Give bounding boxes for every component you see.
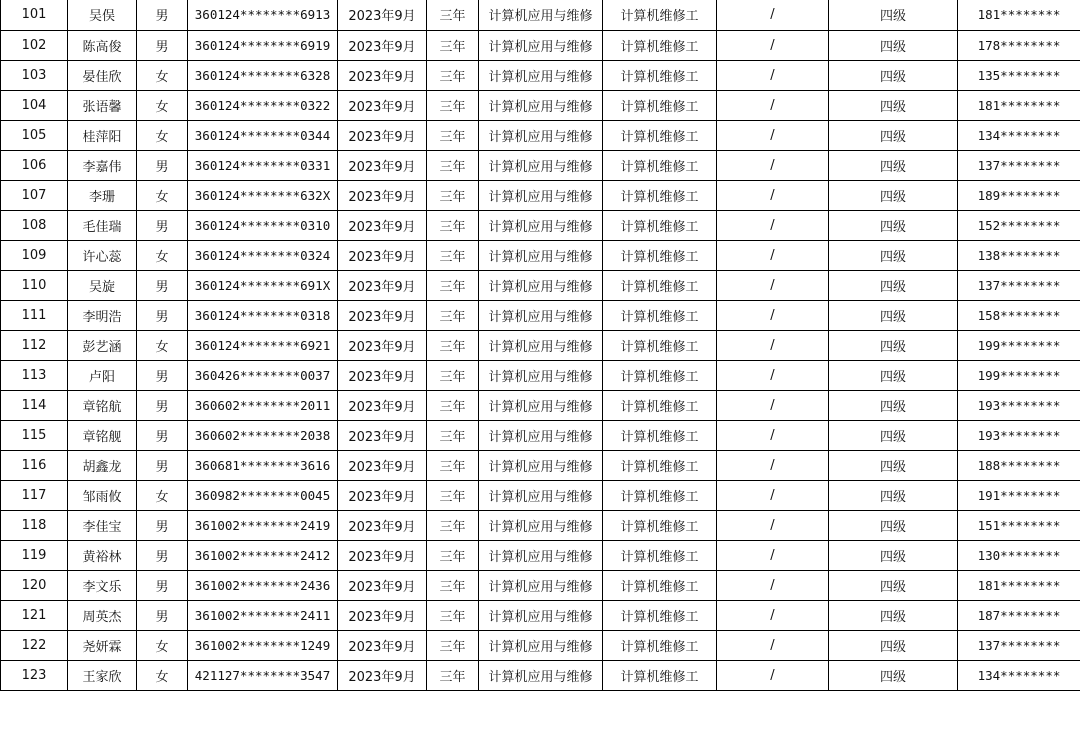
student-name-cell: 王家欣 (68, 660, 137, 690)
table-row (1, 360, 1080, 390)
major-cell: 计算机应用与维修 (479, 30, 603, 60)
occupation-cell: 计算机维修工 (603, 630, 717, 660)
extra-column-cell: / (717, 660, 829, 690)
student-name-cell: 胡鑫龙 (68, 450, 137, 480)
phone-number-cell: 135******** (958, 60, 1080, 90)
occupation-cell: 计算机维修工 (603, 390, 717, 420)
occupation-cell: 计算机维修工 (603, 0, 717, 30)
study-duration-cell: 三年 (427, 390, 479, 420)
gender-cell: 男 (137, 210, 188, 240)
id-number-cell: 360124********0322 (188, 90, 338, 120)
table-row (1, 270, 1080, 300)
major-cell: 计算机应用与维修 (479, 300, 603, 330)
id-number-cell: 360426********0037 (188, 360, 338, 390)
enrollment-date-cell: 2023年9月 (338, 90, 427, 120)
skill-level-cell: 四级 (829, 270, 958, 300)
student-name-cell: 吴旋 (68, 270, 137, 300)
study-duration-cell: 三年 (427, 450, 479, 480)
major-cell: 计算机应用与维修 (479, 420, 603, 450)
enrollment-date-cell: 2023年9月 (338, 480, 427, 510)
phone-number-cell: 138******** (958, 240, 1080, 270)
skill-level-cell: 四级 (829, 60, 958, 90)
major-cell: 计算机应用与维修 (479, 330, 603, 360)
table-row (1, 60, 1080, 90)
extra-column-cell: / (717, 300, 829, 330)
table-row (1, 180, 1080, 210)
occupation-cell: 计算机维修工 (603, 150, 717, 180)
enrollment-date-cell: 2023年9月 (338, 240, 427, 270)
table-row (1, 510, 1080, 540)
id-number-cell: 421127********3547 (188, 660, 338, 690)
table-row (1, 630, 1080, 660)
study-duration-cell: 三年 (427, 510, 479, 540)
occupation-cell: 计算机维修工 (603, 240, 717, 270)
student-name-cell: 章铭舰 (68, 420, 137, 450)
major-cell: 计算机应用与维修 (479, 480, 603, 510)
phone-number-cell: 134******** (958, 120, 1080, 150)
occupation-cell: 计算机维修工 (603, 90, 717, 120)
extra-column-cell: / (717, 540, 829, 570)
extra-column-cell: / (717, 390, 829, 420)
serial-number-cell: 116 (1, 450, 68, 480)
id-number-cell: 360124********6328 (188, 60, 338, 90)
id-number-cell: 360124********0324 (188, 240, 338, 270)
skill-level-cell: 四级 (829, 480, 958, 510)
study-duration-cell: 三年 (427, 600, 479, 630)
gender-cell: 女 (137, 90, 188, 120)
skill-level-cell: 四级 (829, 420, 958, 450)
major-cell: 计算机应用与维修 (479, 210, 603, 240)
gender-cell: 男 (137, 600, 188, 630)
major-cell: 计算机应用与维修 (479, 450, 603, 480)
gender-cell: 男 (137, 510, 188, 540)
occupation-cell: 计算机维修工 (603, 180, 717, 210)
id-number-cell: 360681********3616 (188, 450, 338, 480)
major-cell: 计算机应用与维修 (479, 390, 603, 420)
occupation-cell: 计算机维修工 (603, 510, 717, 540)
serial-number-cell: 103 (1, 60, 68, 90)
id-number-cell: 360124********0331 (188, 150, 338, 180)
gender-cell: 男 (137, 30, 188, 60)
table-row (1, 450, 1080, 480)
gender-cell: 男 (137, 0, 188, 30)
enrollment-date-cell: 2023年9月 (338, 330, 427, 360)
serial-number-cell: 110 (1, 270, 68, 300)
major-cell: 计算机应用与维修 (479, 600, 603, 630)
id-number-cell: 360982********0045 (188, 480, 338, 510)
enrollment-date-cell: 2023年9月 (338, 510, 427, 540)
table-row (1, 660, 1080, 690)
extra-column-cell: / (717, 270, 829, 300)
serial-number-cell: 102 (1, 30, 68, 60)
table-row (1, 210, 1080, 240)
study-duration-cell: 三年 (427, 210, 479, 240)
skill-level-cell: 四级 (829, 510, 958, 540)
phone-number-cell: 134******** (958, 660, 1080, 690)
serial-number-cell: 115 (1, 420, 68, 450)
phone-number-cell: 193******** (958, 420, 1080, 450)
major-cell: 计算机应用与维修 (479, 570, 603, 600)
gender-cell: 女 (137, 180, 188, 210)
phone-number-cell: 193******** (958, 390, 1080, 420)
table-row (1, 120, 1080, 150)
student-name-cell: 卢阳 (68, 360, 137, 390)
occupation-cell: 计算机维修工 (603, 360, 717, 390)
serial-number-cell: 114 (1, 390, 68, 420)
phone-number-cell: 181******** (958, 570, 1080, 600)
major-cell: 计算机应用与维修 (479, 0, 603, 30)
extra-column-cell: / (717, 30, 829, 60)
phone-number-cell: 151******** (958, 510, 1080, 540)
table-row (1, 420, 1080, 450)
study-duration-cell: 三年 (427, 360, 479, 390)
extra-column-cell: / (717, 150, 829, 180)
serial-number-cell: 123 (1, 660, 68, 690)
skill-level-cell: 四级 (829, 450, 958, 480)
id-number-cell: 361002********2436 (188, 570, 338, 600)
phone-number-cell: 158******** (958, 300, 1080, 330)
student-name-cell: 邹雨攸 (68, 480, 137, 510)
occupation-cell: 计算机维修工 (603, 210, 717, 240)
serial-number-cell: 104 (1, 90, 68, 120)
id-number-cell: 360602********2011 (188, 390, 338, 420)
serial-number-cell: 120 (1, 570, 68, 600)
table-row (1, 540, 1080, 570)
serial-number-cell: 122 (1, 630, 68, 660)
student-name-cell: 黄裕林 (68, 540, 137, 570)
study-duration-cell: 三年 (427, 30, 479, 60)
phone-number-cell: 187******** (958, 600, 1080, 630)
id-number-cell: 361002********2412 (188, 540, 338, 570)
enrollment-date-cell: 2023年9月 (338, 420, 427, 450)
study-duration-cell: 三年 (427, 150, 479, 180)
occupation-cell: 计算机维修工 (603, 120, 717, 150)
extra-column-cell: / (717, 420, 829, 450)
enrollment-date-cell: 2023年9月 (338, 180, 427, 210)
skill-level-cell: 四级 (829, 30, 958, 60)
major-cell: 计算机应用与维修 (479, 510, 603, 540)
enrollment-date-cell: 2023年9月 (338, 450, 427, 480)
skill-level-cell: 四级 (829, 0, 958, 30)
serial-number-cell: 118 (1, 510, 68, 540)
phone-number-cell: 137******** (958, 270, 1080, 300)
extra-column-cell: / (717, 90, 829, 120)
gender-cell: 女 (137, 480, 188, 510)
skill-level-cell: 四级 (829, 360, 958, 390)
table-row (1, 240, 1080, 270)
enrollment-date-cell: 2023年9月 (338, 30, 427, 60)
enrollment-date-cell: 2023年9月 (338, 150, 427, 180)
id-number-cell: 360124********6919 (188, 30, 338, 60)
major-cell: 计算机应用与维修 (479, 630, 603, 660)
occupation-cell: 计算机维修工 (603, 570, 717, 600)
extra-column-cell: / (717, 60, 829, 90)
serial-number-cell: 108 (1, 210, 68, 240)
serial-number-cell: 112 (1, 330, 68, 360)
skill-level-cell: 四级 (829, 120, 958, 150)
major-cell: 计算机应用与维修 (479, 120, 603, 150)
serial-number-cell: 111 (1, 300, 68, 330)
skill-level-cell: 四级 (829, 390, 958, 420)
major-cell: 计算机应用与维修 (479, 180, 603, 210)
skill-level-cell: 四级 (829, 240, 958, 270)
study-duration-cell: 三年 (427, 120, 479, 150)
major-cell: 计算机应用与维修 (479, 540, 603, 570)
id-number-cell: 360124********0318 (188, 300, 338, 330)
gender-cell: 男 (137, 270, 188, 300)
student-name-cell: 吴俣 (68, 0, 137, 30)
phone-number-cell: 181******** (958, 90, 1080, 120)
student-name-cell: 周英杰 (68, 600, 137, 630)
student-name-cell: 毛佳瑞 (68, 210, 137, 240)
study-duration-cell: 三年 (427, 180, 479, 210)
extra-column-cell: / (717, 180, 829, 210)
gender-cell: 男 (137, 540, 188, 570)
occupation-cell: 计算机维修工 (603, 60, 717, 90)
extra-column-cell: / (717, 330, 829, 360)
skill-level-cell: 四级 (829, 90, 958, 120)
serial-number-cell: 105 (1, 120, 68, 150)
table-row (1, 90, 1080, 120)
skill-level-cell: 四级 (829, 600, 958, 630)
gender-cell: 男 (137, 450, 188, 480)
skill-level-cell: 四级 (829, 180, 958, 210)
phone-number-cell: 188******** (958, 450, 1080, 480)
extra-column-cell: / (717, 510, 829, 540)
roster-body (1, 0, 1080, 690)
occupation-cell: 计算机维修工 (603, 540, 717, 570)
table-row (1, 150, 1080, 180)
major-cell: 计算机应用与维修 (479, 360, 603, 390)
study-duration-cell: 三年 (427, 420, 479, 450)
table-row (1, 30, 1080, 60)
skill-level-cell: 四级 (829, 330, 958, 360)
extra-column-cell: / (717, 360, 829, 390)
gender-cell: 女 (137, 120, 188, 150)
serial-number-cell: 113 (1, 360, 68, 390)
id-number-cell: 360602********2038 (188, 420, 338, 450)
table-row (1, 600, 1080, 630)
major-cell: 计算机应用与维修 (479, 240, 603, 270)
extra-column-cell: / (717, 570, 829, 600)
enrollment-date-cell: 2023年9月 (338, 660, 427, 690)
major-cell: 计算机应用与维修 (479, 660, 603, 690)
gender-cell: 男 (137, 420, 188, 450)
table-row (1, 480, 1080, 510)
skill-level-cell: 四级 (829, 540, 958, 570)
id-number-cell: 360124********0344 (188, 120, 338, 150)
id-number-cell: 361002********1249 (188, 630, 338, 660)
id-number-cell: 360124********632X (188, 180, 338, 210)
gender-cell: 男 (137, 390, 188, 420)
extra-column-cell: / (717, 0, 829, 30)
phone-number-cell: 178******** (958, 30, 1080, 60)
extra-column-cell: / (717, 480, 829, 510)
major-cell: 计算机应用与维修 (479, 270, 603, 300)
phone-number-cell: 152******** (958, 210, 1080, 240)
skill-level-cell: 四级 (829, 660, 958, 690)
id-number-cell: 360124********0310 (188, 210, 338, 240)
phone-number-cell: 137******** (958, 150, 1080, 180)
occupation-cell: 计算机维修工 (603, 270, 717, 300)
study-duration-cell: 三年 (427, 270, 479, 300)
table-row (1, 300, 1080, 330)
gender-cell: 女 (137, 240, 188, 270)
id-number-cell: 360124********6913 (188, 0, 338, 30)
study-duration-cell: 三年 (427, 570, 479, 600)
serial-number-cell: 107 (1, 180, 68, 210)
major-cell: 计算机应用与维修 (479, 60, 603, 90)
gender-cell: 男 (137, 150, 188, 180)
student-name-cell: 桂萍阳 (68, 120, 137, 150)
phone-number-cell: 191******** (958, 480, 1080, 510)
extra-column-cell: / (717, 630, 829, 660)
skill-level-cell: 四级 (829, 210, 958, 240)
occupation-cell: 计算机维修工 (603, 300, 717, 330)
extra-column-cell: / (717, 240, 829, 270)
student-name-cell: 许心蕊 (68, 240, 137, 270)
study-duration-cell: 三年 (427, 660, 479, 690)
student-name-cell: 陈高俊 (68, 30, 137, 60)
study-duration-cell: 三年 (427, 630, 479, 660)
phone-number-cell: 199******** (958, 360, 1080, 390)
study-duration-cell: 三年 (427, 240, 479, 270)
id-number-cell: 360124********6921 (188, 330, 338, 360)
serial-number-cell: 117 (1, 480, 68, 510)
study-duration-cell: 三年 (427, 60, 479, 90)
table-row (1, 330, 1080, 360)
extra-column-cell: / (717, 600, 829, 630)
gender-cell: 女 (137, 630, 188, 660)
student-name-cell: 李佳宝 (68, 510, 137, 540)
enrollment-date-cell: 2023年9月 (338, 630, 427, 660)
study-duration-cell: 三年 (427, 480, 479, 510)
gender-cell: 女 (137, 60, 188, 90)
id-number-cell: 361002********2411 (188, 600, 338, 630)
student-name-cell: 张语馨 (68, 90, 137, 120)
serial-number-cell: 106 (1, 150, 68, 180)
occupation-cell: 计算机维修工 (603, 480, 717, 510)
enrollment-date-cell: 2023年9月 (338, 600, 427, 630)
gender-cell: 男 (137, 300, 188, 330)
enrollment-date-cell: 2023年9月 (338, 270, 427, 300)
student-name-cell: 彭艺涵 (68, 330, 137, 360)
major-cell: 计算机应用与维修 (479, 150, 603, 180)
occupation-cell: 计算机维修工 (603, 420, 717, 450)
occupation-cell: 计算机维修工 (603, 30, 717, 60)
enrollment-date-cell: 2023年9月 (338, 120, 427, 150)
occupation-cell: 计算机维修工 (603, 660, 717, 690)
enrollment-date-cell: 2023年9月 (338, 570, 427, 600)
student-name-cell: 尧妍霖 (68, 630, 137, 660)
occupation-cell: 计算机维修工 (603, 330, 717, 360)
gender-cell: 女 (137, 330, 188, 360)
table-row (1, 0, 1080, 30)
skill-level-cell: 四级 (829, 630, 958, 660)
skill-level-cell: 四级 (829, 570, 958, 600)
enrollment-date-cell: 2023年9月 (338, 300, 427, 330)
enrollment-date-cell: 2023年9月 (338, 360, 427, 390)
phone-number-cell: 181******** (958, 0, 1080, 30)
study-duration-cell: 三年 (427, 300, 479, 330)
study-duration-cell: 三年 (427, 90, 479, 120)
phone-number-cell: 199******** (958, 330, 1080, 360)
student-name-cell: 李嘉伟 (68, 150, 137, 180)
enrollment-date-cell: 2023年9月 (338, 540, 427, 570)
serial-number-cell: 119 (1, 540, 68, 570)
occupation-cell: 计算机维修工 (603, 600, 717, 630)
student-name-cell: 李珊 (68, 180, 137, 210)
student-name-cell: 李文乐 (68, 570, 137, 600)
enrollment-date-cell: 2023年9月 (338, 210, 427, 240)
study-duration-cell: 三年 (427, 0, 479, 30)
occupation-cell: 计算机维修工 (603, 450, 717, 480)
phone-number-cell: 189******** (958, 180, 1080, 210)
id-number-cell: 360124********691X (188, 270, 338, 300)
extra-column-cell: / (717, 210, 829, 240)
gender-cell: 男 (137, 360, 188, 390)
enrollment-date-cell: 2023年9月 (338, 60, 427, 90)
table-row (1, 390, 1080, 420)
student-name-cell: 晏佳欣 (68, 60, 137, 90)
gender-cell: 女 (137, 660, 188, 690)
phone-number-cell: 137******** (958, 630, 1080, 660)
student-name-cell: 章铭航 (68, 390, 137, 420)
skill-level-cell: 四级 (829, 150, 958, 180)
gender-cell: 男 (137, 570, 188, 600)
table-row (1, 570, 1080, 600)
student-name-cell: 李明浩 (68, 300, 137, 330)
major-cell: 计算机应用与维修 (479, 90, 603, 120)
id-number-cell: 361002********2419 (188, 510, 338, 540)
enrollment-date-cell: 2023年9月 (338, 0, 427, 30)
skill-level-cell: 四级 (829, 300, 958, 330)
study-duration-cell: 三年 (427, 540, 479, 570)
extra-column-cell: / (717, 120, 829, 150)
serial-number-cell: 121 (1, 600, 68, 630)
serial-number-cell: 101 (1, 0, 68, 30)
serial-number-cell: 109 (1, 240, 68, 270)
phone-number-cell: 130******** (958, 540, 1080, 570)
extra-column-cell: / (717, 450, 829, 480)
enrollment-date-cell: 2023年9月 (338, 390, 427, 420)
study-duration-cell: 三年 (427, 330, 479, 360)
